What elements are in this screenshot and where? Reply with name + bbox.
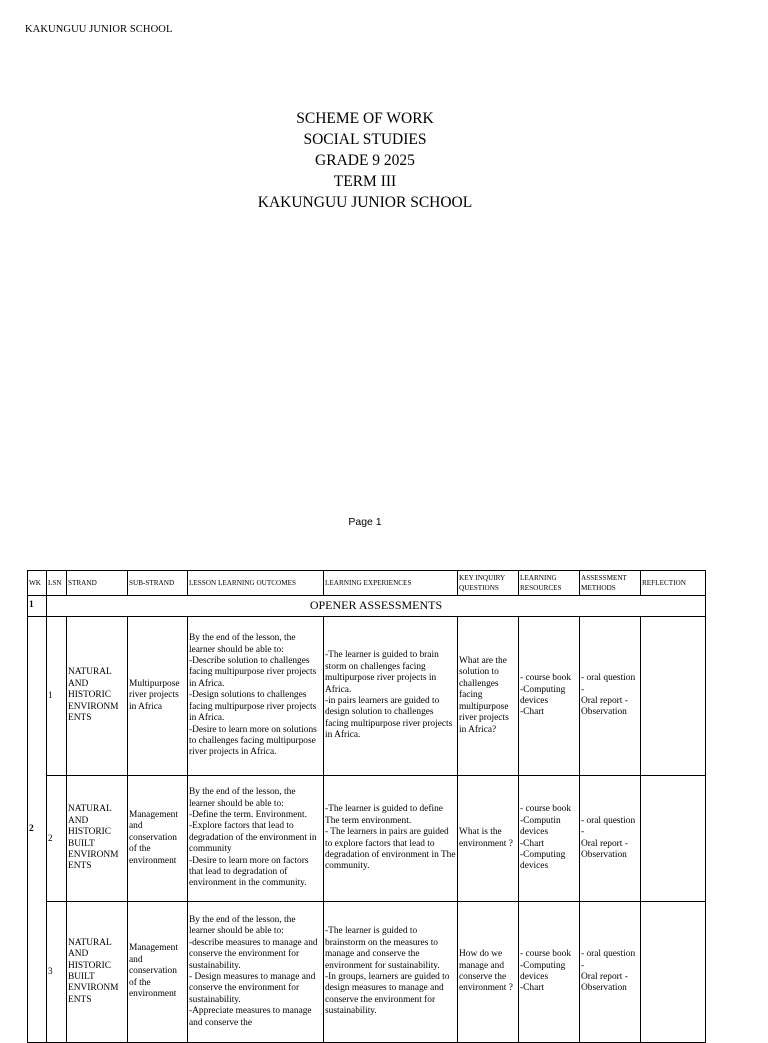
col-header-assessment: ASSESSMENT METHODS bbox=[580, 571, 641, 596]
lesson-number-cell: 1 bbox=[47, 617, 67, 776]
document-title-block bbox=[0, 108, 730, 213]
title-line-term: TERM III bbox=[333, 173, 397, 190]
outcomes-cell: By the end of the lesson, the learner should be able to: -describe measures to manage and conserve the environment for sustainability. - Design measures to manage and conserve the environment for sustainability. -Appreciate measures to manage and conserve the bbox=[188, 902, 324, 1043]
title-line-subject: SOCIAL STUDIES bbox=[303, 131, 427, 148]
resources-cell: - course book -Computing devices -Chart bbox=[519, 617, 580, 776]
col-header-wk: WK bbox=[28, 571, 47, 596]
experiences-cell: -The learner is guided to define The term environment. - The learners in pairs are guided to explore factors that lead to degradation of environment in The community. bbox=[324, 776, 458, 902]
reflection-cell bbox=[641, 776, 706, 902]
opener-assessments-label: OPENER ASSESSMENTS bbox=[47, 596, 706, 617]
col-header-strand: STRAND bbox=[67, 571, 128, 596]
table-row bbox=[28, 617, 706, 776]
table-header-row bbox=[28, 571, 706, 596]
table-row bbox=[28, 902, 706, 1043]
title-line-scheme: SCHEME OF WORK bbox=[296, 110, 434, 127]
assessment-cell: - oral question - Oral report - Observation bbox=[580, 902, 641, 1043]
strand-cell: NATURAL AND HISTORIC ENVIRONM ENTS bbox=[67, 617, 128, 776]
inquiry-question-cell: How do we manage and conserve the environment ? bbox=[458, 902, 519, 1043]
col-header-reflection: REFLECTION bbox=[641, 571, 706, 596]
table-row bbox=[28, 776, 706, 902]
col-header-questions: KEY INQUIRY QUESTIONS bbox=[458, 571, 519, 596]
col-header-experiences: LEARNING EXPERIENCES bbox=[324, 571, 458, 596]
experiences-cell: -The learner is guided to brainstorm on the measures to manage and conserve the environment for sustainability. -In groups, learners are guided to design measures to manage and conserve the environment for sustainability. bbox=[324, 902, 458, 1043]
table-row-opener bbox=[28, 596, 706, 617]
assessment-cell: - oral question - Oral report - Observation bbox=[580, 617, 641, 776]
inquiry-question-cell: What are the solution to challenges facing multipurpose river projects in Africa? bbox=[458, 617, 519, 776]
experiences-cell: -The learner is guided to brain storm on challenges facing multipurpose river projects in Africa. -in pairs learners are guided to design solution to challenges facing multipurpose river projects in Africa. bbox=[324, 617, 458, 776]
outcomes-cell: By the end of the lesson, the learner should be able to: -Define the term. Environment. -Explore factors that lead to degradation of the environment in community -Desire to learn more on factors that lead to degradation of environment in the community. bbox=[188, 776, 324, 902]
resources-cell: - course book -Computing devices -Chart bbox=[519, 902, 580, 1043]
resources-cell: - course book -Computin devices -Chart -Computing devices bbox=[519, 776, 580, 902]
scheme-of-work-table bbox=[27, 570, 706, 1043]
lesson-number-cell: 2 bbox=[47, 776, 67, 902]
week-cell: 2 bbox=[28, 617, 47, 1043]
lesson-number-cell: 3 bbox=[47, 902, 67, 1043]
col-header-lsn: LSN bbox=[47, 571, 67, 596]
strand-cell: NATURAL AND HISTORIC BUILT ENVIRONM ENTS bbox=[67, 776, 128, 902]
sub-strand-cell: Management and conservation of the environment bbox=[128, 776, 188, 902]
document-header-school: KAKUNGUU JUNIOR SCHOOL bbox=[25, 24, 173, 35]
assessment-cell: - oral question - Oral report - Observation bbox=[580, 776, 641, 902]
col-header-outcomes: LESSON LEARNING OUTCOMES bbox=[188, 571, 324, 596]
sub-strand-cell: Management and conservation of the environment bbox=[128, 902, 188, 1043]
col-header-sub-strand: SUB-STRAND bbox=[128, 571, 188, 596]
opener-week-cell: 1 bbox=[28, 596, 47, 617]
col-header-resources: LEARNING RESOURCES bbox=[519, 571, 580, 596]
title-line-grade: GRADE 9 2025 bbox=[315, 152, 415, 169]
strand-cell: NATURAL AND HISTORIC BUILT ENVIRONM ENTS bbox=[67, 902, 128, 1043]
inquiry-question-cell: What is the environment ? bbox=[458, 776, 519, 902]
title-line-school: KAKUNGUU JUNIOR SCHOOL bbox=[257, 194, 473, 211]
reflection-cell bbox=[641, 617, 706, 776]
page-number: Page 1 bbox=[348, 516, 382, 528]
outcomes-cell: By the end of the lesson, the learner should be able to: -Describe solution to challenges facing multipurpose river projects in Africa. -Design solutions to challenges facing multipurpose river projects in Africa. -Desire to learn more on solutions to challenges facing multipurpose river projects in Africa. bbox=[188, 617, 324, 776]
reflection-cell bbox=[641, 902, 706, 1043]
sub-strand-cell: Multipurpose river projects in Africa bbox=[128, 617, 188, 776]
